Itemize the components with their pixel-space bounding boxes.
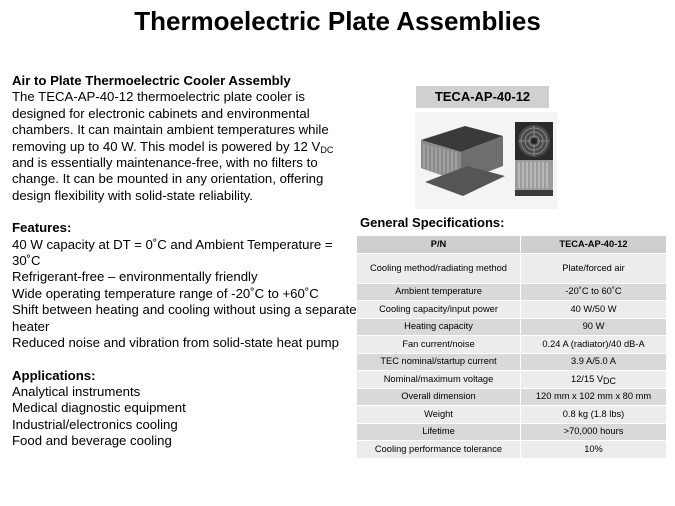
table-row	[357, 406, 667, 424]
application-item: Industrial/electronics cooling	[12, 416, 178, 432]
table-row	[357, 423, 667, 441]
spec-name: Cooling method/radiating method	[357, 253, 521, 283]
application-item: Food and beverage cooling	[12, 433, 172, 449]
table-row	[357, 353, 667, 371]
table-row	[357, 441, 667, 459]
product-label: TECA-AP-40-12	[416, 86, 549, 108]
feature-item: Refrigerant-free – environmentally friendly	[12, 269, 258, 285]
intro-text-part2: and is essentially maintenance-free, with no filters to change. It can be mounted in any orientation, offering design flexibility with solid-state reliability.	[12, 155, 324, 203]
table-row	[357, 283, 667, 301]
feature-item: Wide operating temperature range of -20˚C to +60˚C	[12, 285, 319, 301]
spec-value: -20˚C to 60˚C	[521, 283, 667, 301]
spec-name: Cooling performance tolerance	[357, 441, 521, 459]
spec-name: Weight	[357, 406, 521, 424]
specs-header-row	[357, 236, 667, 254]
spec-value: 0.24 A (radiator)/40 dB-A	[521, 336, 667, 354]
table-row	[357, 336, 667, 354]
spec-value: 3.9 A/5.0 A	[521, 353, 667, 371]
feature-item: Shift between heating and cooling without using a separate heater	[12, 302, 357, 334]
spec-value: 0.8 kg (1.8 lbs)	[521, 406, 667, 424]
feature-item: Reduced noise and vibration from solid-state heat pump	[12, 335, 339, 351]
features-heading: Features:	[12, 220, 72, 236]
table-row	[357, 371, 667, 389]
spec-name: Lifetime	[357, 423, 521, 441]
spec-name: Nominal/maximum voltage	[357, 371, 521, 389]
spec-value: Plate/forced air	[521, 253, 667, 283]
spec-value: 90 W	[521, 318, 667, 336]
product-photo	[415, 112, 557, 209]
specs-table	[356, 235, 667, 459]
specs-header-cell: P/N	[357, 236, 521, 254]
spec-name: Fan current/noise	[357, 336, 521, 354]
spec-name: Ambient temperature	[357, 283, 521, 301]
intro-section	[12, 73, 357, 204]
intro-text	[12, 89, 333, 202]
table-row	[357, 318, 667, 336]
spec-value	[521, 371, 667, 389]
spec-name: Heating capacity	[357, 318, 521, 336]
intro-text-subscript: DC	[320, 144, 334, 155]
table-row	[357, 301, 667, 319]
page-title: Thermoelectric Plate Assemblies	[134, 6, 541, 36]
application-item: Medical diagnostic equipment	[12, 400, 186, 416]
intro-text-part1: The TECA-AP-40-12 thermoelectric plate cooler is designed for electronic cabinets and environmental chambers. It can maintain ambient temperatures while removing up to 40 W. This model is powered by 12 V	[12, 89, 329, 154]
applications-heading: Applications:	[12, 367, 96, 383]
specs-heading: General Specifications:	[360, 215, 505, 230]
application-item: Analytical instruments	[12, 383, 141, 399]
voltage-subscript: DC	[603, 375, 617, 386]
spec-value: 10%	[521, 441, 667, 459]
spec-value: >70,000 hours	[521, 423, 667, 441]
feature-item: 40 W capacity at DT = 0˚C and Ambient Temperature = 30˚C	[12, 236, 333, 269]
table-row	[357, 253, 667, 283]
applications-section	[12, 368, 357, 450]
spec-value: 40 W/50 W	[521, 301, 667, 319]
spec-value: 120 mm x 102 mm x 80 mm	[521, 388, 667, 406]
spec-name: TEC nominal/startup current	[357, 353, 521, 371]
description-column	[12, 73, 357, 450]
intro-heading: Air to Plate Thermoelectric Cooler Assembly	[12, 73, 291, 88]
specs-header-cell: TECA-AP-40-12	[521, 236, 667, 254]
spec-name: Cooling capacity/input power	[357, 301, 521, 319]
table-row	[357, 388, 667, 406]
features-section	[12, 220, 357, 351]
voltage-value: 12/15 V	[570, 373, 604, 384]
spec-name: Overall dimension	[357, 388, 521, 406]
